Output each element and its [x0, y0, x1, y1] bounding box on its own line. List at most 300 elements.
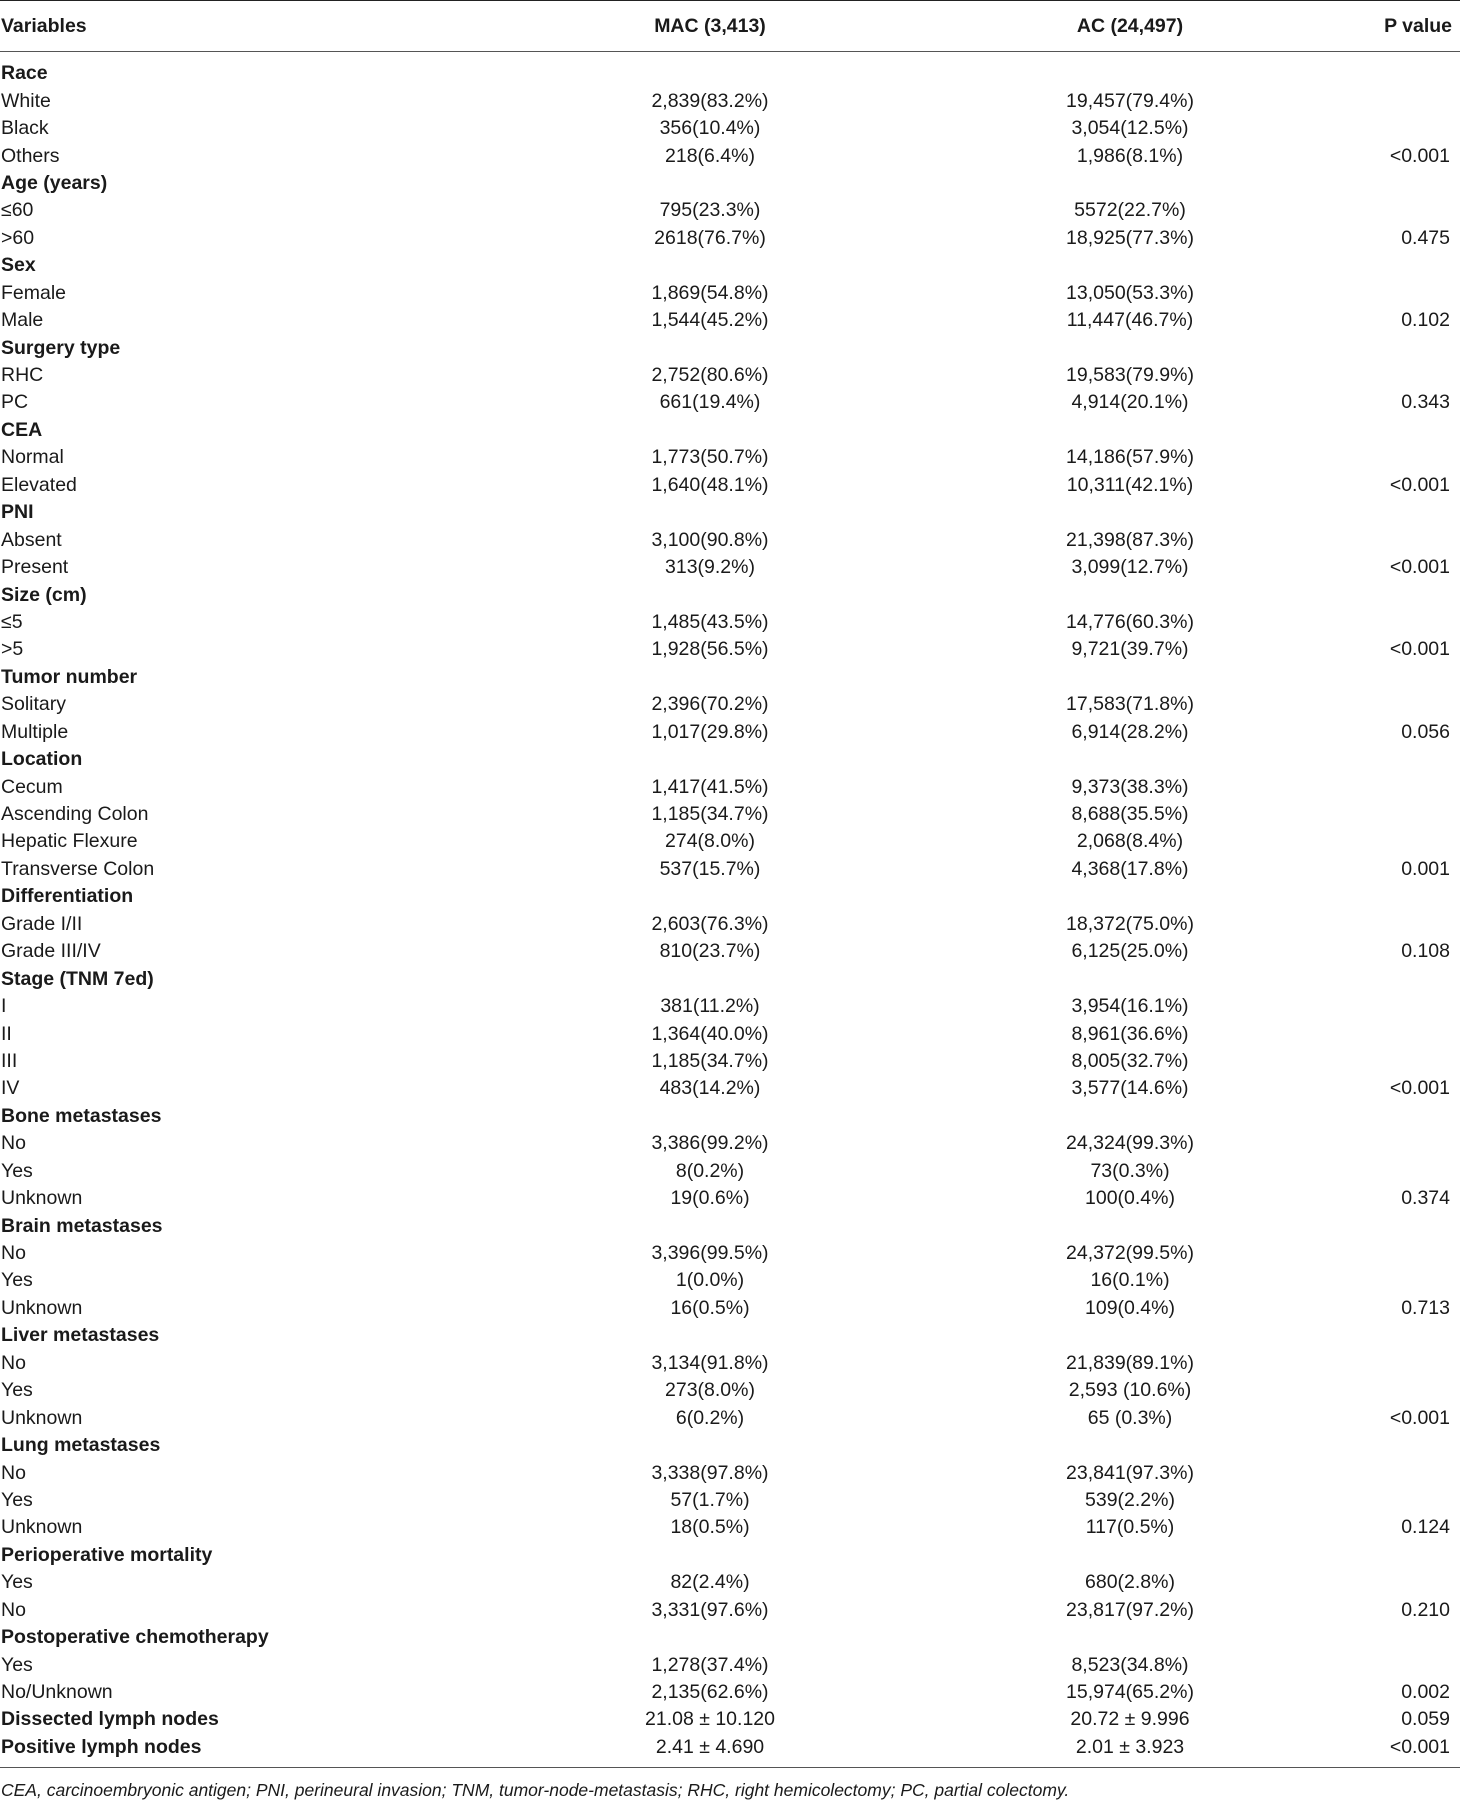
p-value-cell — [1340, 773, 1460, 800]
mac-cell — [500, 1212, 920, 1239]
p-value-cell: 0.001 — [1401, 857, 1450, 880]
variable-cell: >5 — [1, 638, 24, 661]
mac-cell: 1,364(40.0%) — [651, 1022, 769, 1045]
ac-cell: 14,186(57.9%) — [1066, 446, 1194, 469]
table-row — [0, 1404, 1460, 1431]
mac-cell: 1,278(37.4%) — [651, 1653, 769, 1676]
variable-cell: Age (years) — [1, 171, 108, 194]
ac-cell: 2.01 ± 3.923 — [1075, 1735, 1185, 1758]
mac-cell: 16(0.5%) — [670, 1296, 750, 1319]
p-value-cell: 0.059 — [1401, 1708, 1450, 1731]
p-value-cell — [1340, 1487, 1460, 1514]
ac-cell — [920, 1624, 1340, 1651]
ac-cell — [920, 1432, 1340, 1459]
mac-cell: 2,603(76.3%) — [651, 912, 769, 935]
variable-cell: Normal — [1, 446, 64, 469]
ac-cell — [920, 664, 1340, 691]
variable-cell: White — [1, 89, 51, 112]
mac-cell — [500, 746, 920, 773]
mac-cell: 18(0.5%) — [670, 1516, 750, 1539]
p-value-cell — [1340, 444, 1460, 471]
variable-cell: Unknown — [1, 1187, 83, 1210]
p-value-cell: <0.001 — [1389, 473, 1450, 496]
p-value-cell — [1340, 115, 1460, 142]
table-row — [0, 911, 1460, 938]
header-mac: MAC (3,413) — [654, 14, 766, 37]
ac-cell: 23,841(97.3%) — [1066, 1461, 1194, 1484]
variable-cell: III — [1, 1049, 18, 1072]
ac-cell: 17,583(71.8%) — [1066, 693, 1194, 716]
table-row — [0, 87, 1460, 114]
ac-cell: 6,914(28.2%) — [1071, 720, 1189, 743]
ac-cell: 18,925(77.3%) — [1066, 226, 1194, 249]
ac-cell: 65 (0.3%) — [1087, 1406, 1173, 1429]
table-header — [0, 1, 1460, 52]
variable-cell: Differentiation — [1, 885, 134, 908]
ac-cell: 3,099(12.7%) — [1071, 556, 1189, 579]
mac-cell: 1,640(48.1%) — [651, 473, 769, 496]
variable-cell: Positive lymph nodes — [1, 1735, 202, 1758]
ac-cell: 100(0.4%) — [1085, 1187, 1175, 1210]
ac-cell: 4,914(20.1%) — [1071, 391, 1189, 414]
mac-cell: 218(6.4%) — [665, 144, 755, 167]
section-header-row — [0, 1212, 1460, 1239]
ac-cell: 539(2.2%) — [1085, 1488, 1175, 1511]
mac-cell: 2.41 ± 4.690 — [655, 1735, 765, 1758]
mac-cell: 2,752(80.6%) — [651, 364, 769, 387]
variable-cell: Yes — [1, 1488, 33, 1511]
p-value-cell — [1340, 526, 1460, 553]
ac-cell: 8,688(35.5%) — [1071, 803, 1189, 826]
p-value-cell — [1340, 691, 1460, 718]
table-row — [0, 1459, 1460, 1486]
variable-cell: No/Unknown — [1, 1681, 113, 1704]
p-value-cell — [1340, 499, 1460, 526]
variable-cell: Size (cm) — [1, 583, 87, 606]
variable-cell: Lung metastases — [1, 1434, 161, 1457]
mac-cell — [500, 1432, 920, 1459]
p-value-cell: 0.374 — [1401, 1187, 1450, 1210]
ac-cell: 6,125(25.0%) — [1071, 940, 1189, 963]
p-value-cell — [1340, 417, 1460, 444]
section-header-row — [0, 499, 1460, 526]
table-row — [0, 1679, 1460, 1706]
header-ac: AC (24,497) — [1076, 14, 1184, 37]
variable-cell: Perioperative mortality — [1, 1543, 213, 1566]
p-value-cell — [1340, 252, 1460, 279]
ac-cell — [920, 965, 1340, 992]
mac-cell: 1,485(43.5%) — [651, 610, 769, 633]
variable-cell: Yes — [1, 1159, 33, 1182]
mac-cell: 3,331(97.6%) — [651, 1598, 769, 1621]
p-value-cell — [1340, 801, 1460, 828]
ac-cell: 3,954(16.1%) — [1071, 995, 1189, 1018]
p-value-cell: 0.056 — [1401, 720, 1450, 743]
table-row — [0, 1706, 1460, 1733]
mac-cell — [500, 1322, 920, 1349]
variable-cell: Multiple — [1, 720, 69, 743]
table-row — [0, 1734, 1460, 1768]
p-value-cell — [1340, 1240, 1460, 1267]
p-value-cell — [1340, 581, 1460, 608]
ac-cell — [920, 581, 1340, 608]
p-value-cell — [1340, 1569, 1460, 1596]
variable-cell: RHC — [1, 364, 44, 387]
variable-cell: Brain metastases — [1, 1214, 163, 1237]
table-row — [0, 389, 1460, 416]
ac-cell: 8,523(34.8%) — [1071, 1653, 1189, 1676]
table-row — [0, 472, 1460, 499]
table-row — [0, 1130, 1460, 1157]
ac-cell: 19,457(79.4%) — [1066, 89, 1194, 112]
ac-cell — [920, 52, 1340, 88]
p-value-cell — [1340, 52, 1460, 88]
p-value-cell — [1340, 1267, 1460, 1294]
mac-cell: 6(0.2%) — [675, 1406, 745, 1429]
mac-cell: 537(15.7%) — [659, 857, 761, 880]
mac-cell — [500, 664, 920, 691]
p-value-cell — [1340, 1048, 1460, 1075]
p-value-cell — [1340, 1377, 1460, 1404]
mac-cell: 82(2.4%) — [670, 1571, 750, 1594]
ac-cell: 2,068(8.4%) — [1076, 830, 1184, 853]
ac-cell: 24,324(99.3%) — [1066, 1132, 1194, 1155]
table-row — [0, 225, 1460, 252]
table-row — [0, 938, 1460, 965]
variable-cell: No — [1, 1351, 26, 1374]
mac-cell — [500, 965, 920, 992]
ac-cell: 14,776(60.3%) — [1066, 610, 1194, 633]
mac-cell: 273(8.0%) — [665, 1379, 755, 1402]
mac-cell — [500, 883, 920, 910]
variable-cell: ≤5 — [1, 610, 23, 633]
ac-cell: 117(0.5%) — [1085, 1516, 1175, 1539]
ac-cell — [920, 170, 1340, 197]
section-header-row — [0, 1322, 1460, 1349]
section-header-row — [0, 965, 1460, 992]
variable-cell: ≤60 — [1, 199, 34, 222]
mac-cell: 1,544(45.2%) — [651, 309, 769, 332]
table-row — [0, 197, 1460, 224]
table-row — [0, 1377, 1460, 1404]
mac-cell — [500, 1624, 920, 1651]
variable-cell: Unknown — [1, 1516, 83, 1539]
ac-cell: 11,447(46.7%) — [1066, 309, 1194, 332]
variable-cell: Grade III/IV — [1, 940, 101, 963]
ac-cell — [920, 883, 1340, 910]
table-row — [0, 1350, 1460, 1377]
table-row — [0, 1651, 1460, 1678]
mac-cell: 57(1.7%) — [670, 1488, 750, 1511]
section-header-row — [0, 1432, 1460, 1459]
ac-cell — [920, 334, 1340, 361]
table-row — [0, 636, 1460, 663]
ac-cell — [920, 1322, 1340, 1349]
p-value-cell: 0.002 — [1401, 1681, 1450, 1704]
variable-cell: Present — [1, 556, 69, 579]
ac-cell — [920, 746, 1340, 773]
table-row — [0, 280, 1460, 307]
header-p-value: P value — [1384, 14, 1452, 37]
mac-cell: 3,134(91.8%) — [651, 1351, 769, 1374]
p-value-cell — [1340, 1158, 1460, 1185]
variable-cell: Race — [1, 62, 48, 85]
table-footnote: CEA, carcinoembryonic antigen; PNI, perineural invasion; TNM, tumor-node-metastasis; RHC, right hemicolectomy; PC, partial colectomy. — [1, 1780, 1070, 1801]
variable-cell: Yes — [1, 1379, 33, 1402]
p-value-cell — [1340, 911, 1460, 938]
p-value-cell — [1340, 280, 1460, 307]
variable-cell: Solitary — [1, 693, 67, 716]
table-row — [0, 1048, 1460, 1075]
section-header-row — [0, 1542, 1460, 1569]
ac-cell: 73(0.3%) — [1090, 1159, 1170, 1182]
variable-cell: Dissected lymph nodes — [1, 1708, 219, 1731]
section-header-row — [0, 170, 1460, 197]
p-value-cell — [1340, 87, 1460, 114]
ac-cell: 16(0.1%) — [1090, 1269, 1170, 1292]
variable-cell: No — [1, 1242, 26, 1265]
p-value-cell: 0.102 — [1401, 309, 1450, 332]
p-value-cell — [1340, 170, 1460, 197]
table-row — [0, 691, 1460, 718]
table-row — [0, 554, 1460, 581]
p-value-cell: <0.001 — [1389, 1735, 1450, 1758]
mac-cell — [500, 252, 920, 279]
p-value-cell — [1340, 664, 1460, 691]
ac-cell: 21,839(89.1%) — [1066, 1351, 1194, 1374]
ac-cell: 20.72 ± 9.996 — [1070, 1708, 1190, 1731]
p-value-cell: 0.124 — [1401, 1516, 1450, 1539]
variable-cell: Grade I/II — [1, 912, 83, 935]
section-header-row — [0, 334, 1460, 361]
mac-cell: 1,417(41.5%) — [651, 775, 769, 798]
p-value-cell: 0.343 — [1401, 391, 1450, 414]
p-value-cell — [1340, 1103, 1460, 1130]
ac-cell: 19,583(79.9%) — [1066, 364, 1194, 387]
ac-cell: 680(2.8%) — [1085, 1571, 1175, 1594]
p-value-cell: <0.001 — [1389, 556, 1450, 579]
variable-cell: I — [1, 995, 7, 1018]
ac-cell — [920, 252, 1340, 279]
table-row — [0, 1240, 1460, 1267]
mac-cell: 1,017(29.8%) — [651, 720, 769, 743]
table-row — [0, 1597, 1460, 1624]
section-header-row — [0, 1103, 1460, 1130]
p-value-cell — [1340, 1350, 1460, 1377]
variable-cell: Yes — [1, 1571, 33, 1594]
p-value-cell — [1340, 883, 1460, 910]
ac-cell: 3,054(12.5%) — [1071, 117, 1189, 140]
p-value-cell — [1340, 1542, 1460, 1569]
table-row — [0, 115, 1460, 142]
ac-cell — [920, 1212, 1340, 1239]
table-row — [0, 856, 1460, 883]
ac-cell — [920, 417, 1340, 444]
p-value-cell — [1340, 1212, 1460, 1239]
variable-cell: Yes — [1, 1269, 33, 1292]
mac-cell — [500, 1542, 920, 1569]
table-row — [0, 1487, 1460, 1514]
mac-cell: 2618(76.7%) — [654, 226, 766, 249]
variable-cell: Yes — [1, 1653, 33, 1676]
variable-cell: Black — [1, 117, 49, 140]
mac-cell: 483(14.2%) — [659, 1077, 761, 1100]
mac-cell — [500, 499, 920, 526]
p-value-cell — [1340, 746, 1460, 773]
variable-cell: CEA — [1, 418, 43, 441]
variable-cell: Stage (TNM 7ed) — [1, 967, 154, 990]
mac-cell: 1,185(34.7%) — [651, 803, 769, 826]
p-value-cell — [1340, 965, 1460, 992]
p-value-cell — [1340, 993, 1460, 1020]
ac-cell — [920, 1542, 1340, 1569]
variable-cell: No — [1, 1598, 26, 1621]
variable-cell: Postoperative chemotherapy — [1, 1626, 269, 1649]
table-row — [0, 307, 1460, 334]
table-row — [0, 609, 1460, 636]
variable-cell: IV — [1, 1077, 20, 1100]
table-row — [0, 1158, 1460, 1185]
section-header-row — [0, 1624, 1460, 1651]
ac-cell: 8,005(32.7%) — [1071, 1049, 1189, 1072]
variable-cell: Ascending Colon — [1, 803, 149, 826]
section-header-row — [0, 883, 1460, 910]
table-row — [0, 362, 1460, 389]
mac-cell: 313(9.2%) — [665, 556, 755, 579]
variable-cell: Others — [1, 144, 60, 167]
mac-cell: 2,839(83.2%) — [651, 89, 769, 112]
ac-cell: 23,817(97.2%) — [1066, 1598, 1194, 1621]
mac-cell: 3,396(99.5%) — [651, 1242, 769, 1265]
p-value-cell — [1340, 1459, 1460, 1486]
mac-cell: 795(23.3%) — [659, 199, 761, 222]
variable-cell: Sex — [1, 254, 36, 277]
ac-cell: 24,372(99.5%) — [1066, 1242, 1194, 1265]
mac-cell: 21.08 ± 10.120 — [645, 1708, 775, 1731]
p-value-cell: <0.001 — [1389, 144, 1450, 167]
p-value-cell — [1340, 362, 1460, 389]
mac-cell: 1,185(34.7%) — [651, 1049, 769, 1072]
table-row — [0, 801, 1460, 828]
variable-cell: Transverse Colon — [1, 857, 155, 880]
table-row — [0, 773, 1460, 800]
mac-cell: 3,100(90.8%) — [651, 528, 769, 551]
ac-cell: 4,368(17.8%) — [1071, 857, 1189, 880]
section-header-row — [0, 581, 1460, 608]
variable-cell: Location — [1, 748, 83, 771]
p-value-cell — [1340, 1651, 1460, 1678]
section-header-row — [0, 746, 1460, 773]
p-value-cell: <0.001 — [1389, 1077, 1450, 1100]
mac-cell — [500, 1103, 920, 1130]
table-row — [0, 1295, 1460, 1322]
p-value-cell: 0.713 — [1401, 1296, 1450, 1319]
mac-cell: 2,135(62.6%) — [651, 1681, 769, 1704]
table-row — [0, 993, 1460, 1020]
mac-cell — [500, 52, 920, 88]
table-row — [0, 1514, 1460, 1541]
p-value-cell — [1340, 609, 1460, 636]
variable-cell: Liver metastases — [1, 1324, 160, 1347]
p-value-cell — [1340, 334, 1460, 361]
section-header-row — [0, 252, 1460, 279]
variable-cell: No — [1, 1132, 26, 1155]
table-row — [0, 1569, 1460, 1596]
variable-cell: II — [1, 1022, 12, 1045]
mac-cell: 1,869(54.8%) — [651, 281, 769, 304]
ac-cell: 109(0.4%) — [1085, 1296, 1175, 1319]
header-variables: Variables — [1, 14, 87, 37]
mac-cell: 381(11.2%) — [660, 995, 760, 1018]
ac-cell: 15,974(65.2%) — [1066, 1681, 1194, 1704]
ac-cell: 9,373(38.3%) — [1071, 775, 1189, 798]
mac-cell: 1,773(50.7%) — [651, 446, 769, 469]
table-row — [0, 1020, 1460, 1047]
section-header-row — [0, 417, 1460, 444]
ac-cell: 10,311(42.1%) — [1066, 473, 1194, 496]
mac-cell: 274(8.0%) — [665, 830, 755, 853]
mac-cell: 3,386(99.2%) — [651, 1132, 769, 1155]
ac-cell: 5572(22.7%) — [1074, 199, 1186, 222]
ac-cell: 3,577(14.6%) — [1071, 1077, 1189, 1100]
p-value-cell: <0.001 — [1389, 1406, 1450, 1429]
section-header-row — [0, 664, 1460, 691]
p-value-cell — [1340, 1130, 1460, 1157]
mac-cell — [500, 581, 920, 608]
p-value-cell — [1340, 828, 1460, 855]
table-row — [0, 1267, 1460, 1294]
variable-cell: Elevated — [1, 473, 77, 496]
mac-cell: 1(0.0%) — [675, 1269, 745, 1292]
variable-cell: Unknown — [1, 1296, 83, 1319]
p-value-cell: <0.001 — [1389, 638, 1450, 661]
variable-cell: PC — [1, 391, 29, 414]
table-row — [0, 1185, 1460, 1212]
p-value-cell: 0.475 — [1401, 226, 1450, 249]
mac-cell: 661(19.4%) — [659, 391, 761, 414]
section-header-row — [0, 52, 1460, 88]
p-value-cell — [1340, 1020, 1460, 1047]
variable-cell: Surgery type — [1, 336, 121, 359]
ac-cell: 1,986(8.1%) — [1076, 144, 1184, 167]
variable-cell: Bone metastases — [1, 1104, 162, 1127]
variable-cell: Tumor number — [1, 665, 138, 688]
ac-cell: 21,398(87.3%) — [1066, 528, 1194, 551]
header-row — [0, 1, 1460, 52]
variable-cell: Female — [1, 281, 67, 304]
p-value-cell — [1340, 1432, 1460, 1459]
mac-cell: 356(10.4%) — [659, 117, 761, 140]
mac-cell — [500, 170, 920, 197]
table-row — [0, 142, 1460, 169]
variable-cell: Hepatic Flexure — [1, 830, 138, 853]
variable-cell: PNI — [1, 501, 34, 524]
mac-cell: 2,396(70.2%) — [651, 693, 769, 716]
p-value-cell: 0.108 — [1401, 940, 1450, 963]
mac-cell — [500, 417, 920, 444]
ac-cell — [920, 499, 1340, 526]
ac-cell: 13,050(53.3%) — [1066, 281, 1194, 304]
variable-cell: Male — [1, 309, 44, 332]
mac-cell: 1,928(56.5%) — [651, 638, 769, 661]
p-value-cell: 0.210 — [1401, 1598, 1450, 1621]
table-row — [0, 526, 1460, 553]
ac-cell — [920, 1103, 1340, 1130]
ac-cell: 18,372(75.0%) — [1066, 912, 1194, 935]
ac-cell: 8,961(36.6%) — [1071, 1022, 1189, 1045]
variable-cell: No — [1, 1461, 26, 1484]
variable-cell: >60 — [1, 226, 35, 249]
